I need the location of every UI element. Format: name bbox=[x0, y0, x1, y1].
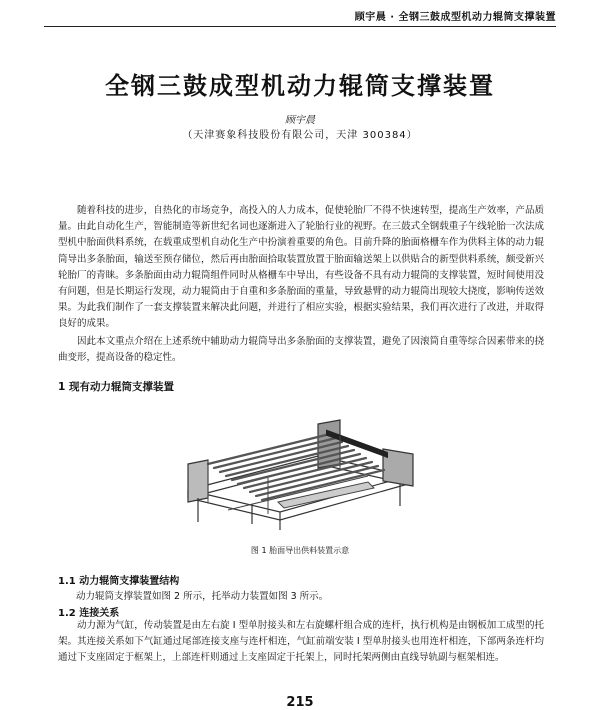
running-header: 顾宇晨 · 全钢三鼓成型机动力辊筒支撑装置 bbox=[354, 12, 556, 23]
article-author: 顾宇晨 bbox=[285, 115, 315, 126]
page-number: 215 bbox=[286, 695, 314, 710]
section-1-2-heading: 1.2 连接关系 bbox=[58, 608, 120, 619]
section-1-1-heading: 1.1 动力辊筒支撑装置结构 bbox=[58, 576, 180, 587]
section-1-heading: 1 现有动力辊筒支撑装置 bbox=[58, 381, 174, 393]
intro-paragraph-2: 因此本文重点介绍在上述系统中辅助动力辊筒导出多条胎面的支撑装置，避免了因滚筒自重等综合因素带来的挠曲变形，提高设备的稳定性。 bbox=[58, 336, 544, 364]
intro-paragraph-1: 随着科技的进步，自热化的市场竞争，高投入的人力成本，促使轮胎厂不得不快速转型，提高生产效率，产品质量。由此自动化生产，智能制造等新世纪名词也逐渐进入了轮胎行业的视野。在三鼓式全钢载重子午线轮胎一次法成型机中胎面供料系统，在载重成型机自动化生产中扮演着重要的角色。目前升降的胎面格栅车作为供料主体的动力辊筒导出多条胎面，输送至预存储位，然后再由胎面拾取装置放置于胎面输送架上以供贴合的新型供料系统，颇受新兴轮胎厂的青睐。多条胎面由动力辊筒组件同时从格栅车中导出，有些设备不具有动力辊筒的支撑装置，短时间使用没有问题，但是长期运行发现，动力辊筒由于自重和多条胎面的重量，导致悬臂的动力辊筒出现较大挠度，影响传送效果。为此我们制作了一套支撑装置来解决此问题，并进行了相应实验，根据实验结果，我们再次进行了改进，并取得良好的成果。 bbox=[58, 205, 544, 330]
figure-1-illustration bbox=[168, 394, 428, 532]
figure-1-caption: 图 1 胎面导出供料装置示意 bbox=[250, 546, 350, 555]
header-rule bbox=[44, 26, 556, 27]
article-title: 全钢三鼓成型机动力辊筒支撑装置 bbox=[105, 72, 495, 100]
section-1-1-text: 动力辊筒支撑装置如图 2 所示，托举动力装置如图 3 所示。 bbox=[76, 591, 329, 602]
article-affiliation: （天津赛象科技股份有限公司，天津 300384） bbox=[182, 130, 418, 141]
section-1-2-text: 动力源为气缸，传动装置是由左右旋 I 型单肘接头和左右旋螺杆组合成的连杆，执行机构是由钢板加工成型的托架。其连接关系如下气缸通过尾部连接支座与连杆相连，气缸前端安装 I 型单肘接头也用连杆相连，下部两条连杆均通过下支座固定于框架上，上部连杆则通过上支座固定于托架上，同时托架两侧由直线导轨副与框架相连。 bbox=[58, 620, 544, 664]
